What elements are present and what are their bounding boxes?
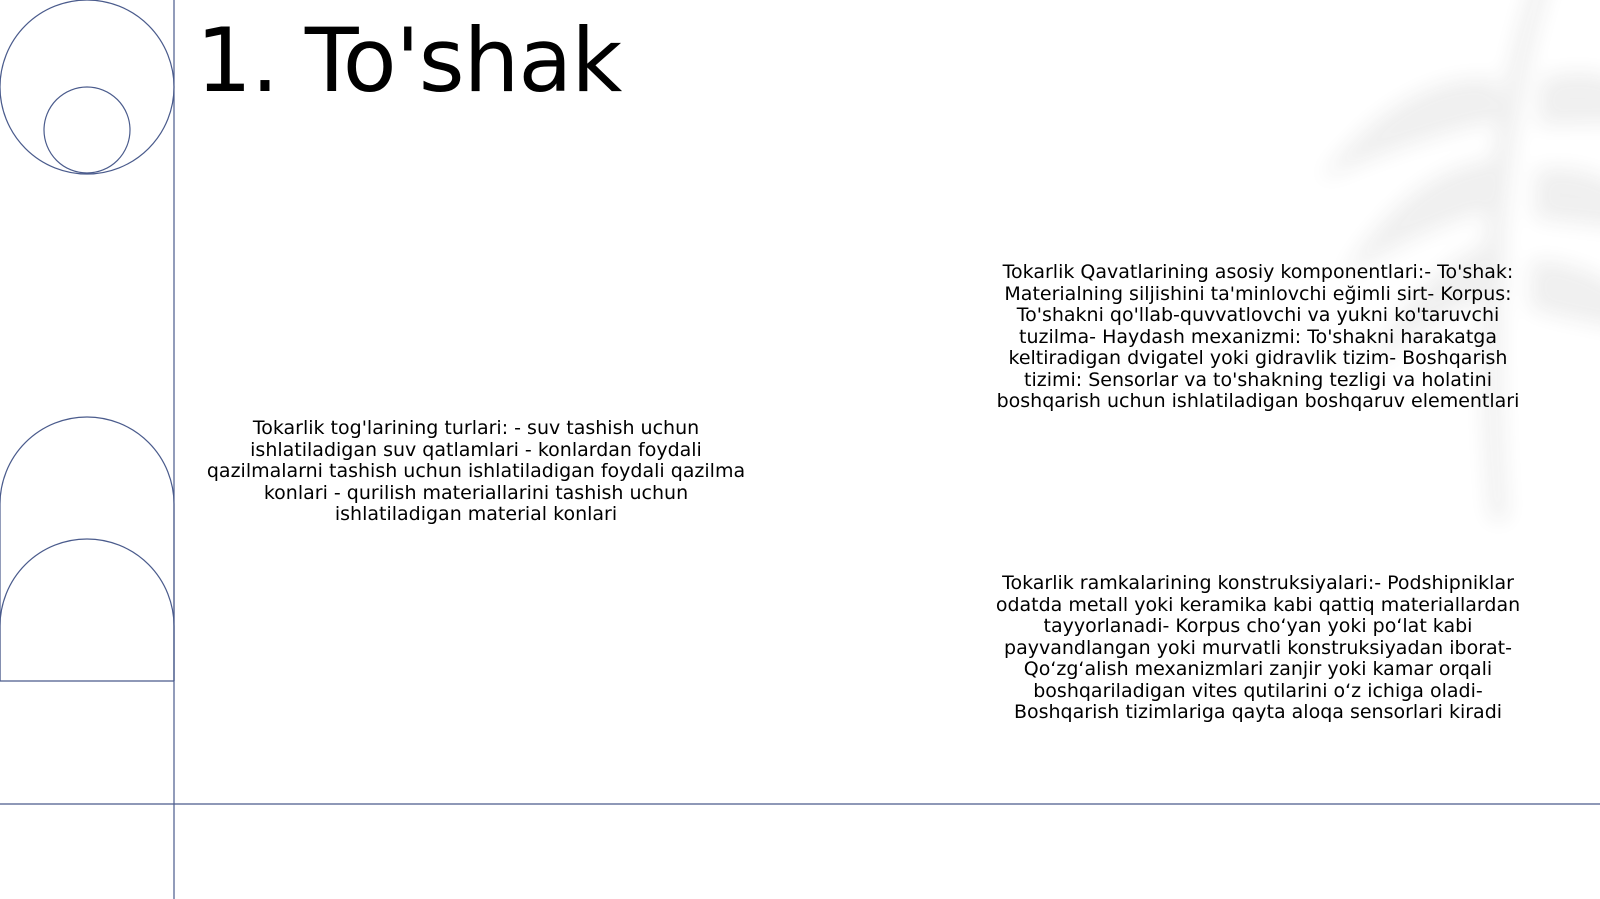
text-block-frame-constructions: Tokarlik ramkalarining konstruksiyalari:- Podshipniklar odatda metall yoki keramika kabi qattiq materiallardan tayyorlanadi- Korpus cho‘yan yoki po‘lat kabi payvandlangan yoki murvatli konstruksiyadan iborat- Qo‘zg‘alish mexanizmlari zanjir yoki kamar orqali boshqariladigan vites qutilarini o‘z ichiga oladi- Boshqarish tizimlariga qayta aloqa sensorlari kiradi [995, 572, 1521, 723]
small-circle-outline [44, 87, 130, 173]
slide-title: 1. To'shak [196, 9, 622, 112]
text-block-main-components: Tokarlik Qavatlarining asosiy komponentlari:- To'shak: Materialning siljishini ta'minlovchi eğimli sirt- Korpus: To'shakni qo'llab-quvvatlovchi va yukni ko'taruvchi tuzilma- Haydash mexanizmi: To'shakni harakatga keltiradigan dvigatel yoki gidravlik tizim- Boshqarish tizimi: Sensorlar va to'shakning tezligi va holatini boshqarish uchun ishlatiladigan boshqaruv elementlari [996, 261, 1520, 412]
upper-arch-outline [0, 417, 174, 681]
text-block-rock-types: Tokarlik tog'larining turlari: - suv tashish uchun ishlatiladigan suv qatlamlari - konlardan foydali qazilmalarni tashish uchun ishlatiladigan foydali qazilma konlari - qurilish materiallarini tashish uchun ishlatiladigan material konlari [206, 417, 746, 525]
lower-arch-outline [0, 539, 174, 681]
